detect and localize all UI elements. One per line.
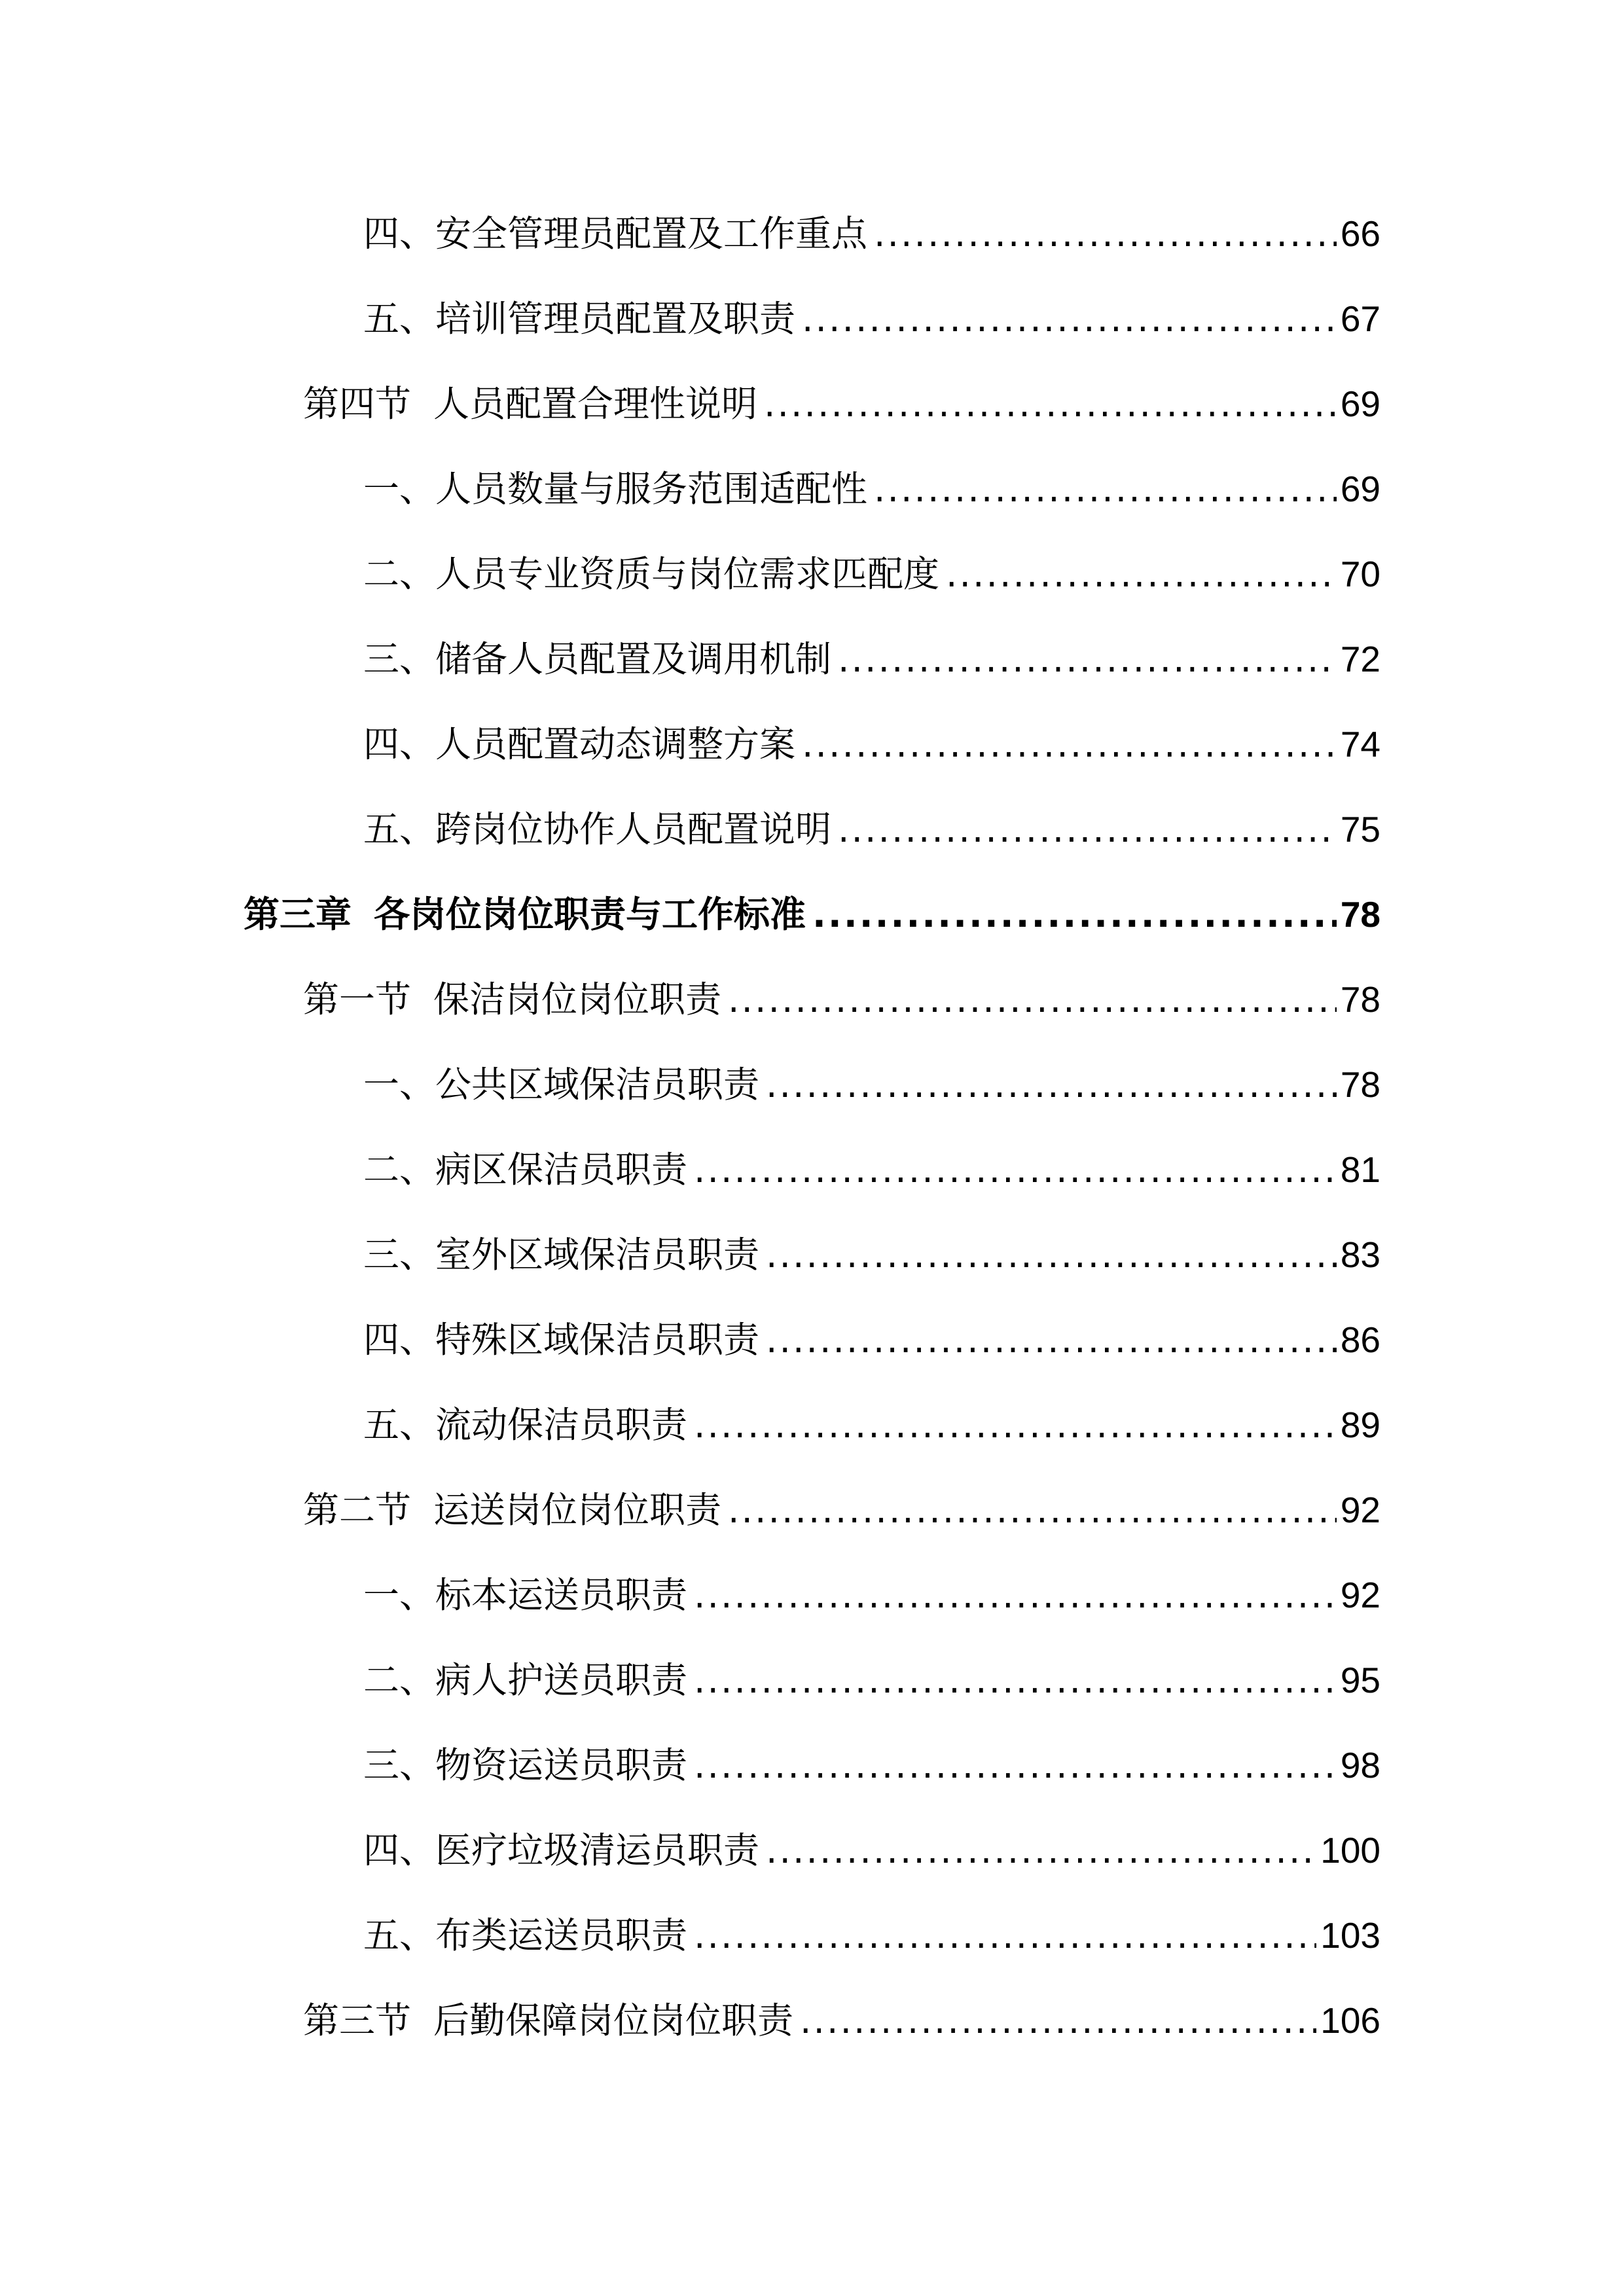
toc-entry-number: 一、 bbox=[363, 468, 436, 510]
toc-page-number: 69 bbox=[1340, 384, 1380, 424]
toc-leader bbox=[838, 797, 1337, 862]
toc-page-number: 98 bbox=[1340, 1745, 1380, 1785]
toc-entry[interactable] bbox=[363, 626, 1380, 692]
toc-leader bbox=[812, 882, 1337, 947]
toc-entry-title: 物资运送员职责 bbox=[435, 1744, 688, 1786]
toc-entry-title: 跨岗位协作人员配置说明 bbox=[435, 808, 832, 850]
toc-entry-number: 第二节 bbox=[303, 1489, 412, 1531]
toc-leader bbox=[766, 1052, 1337, 1117]
toc-leader bbox=[694, 1562, 1337, 1628]
toc-entry-number: 一、 bbox=[363, 1064, 436, 1105]
toc-page-number: 69 bbox=[1340, 469, 1380, 509]
toc-entry-number: 四、 bbox=[363, 723, 436, 765]
toc-entry-number: 第一节 bbox=[303, 978, 412, 1020]
toc-entry[interactable] bbox=[363, 1562, 1380, 1628]
toc-entry-number: 四、 bbox=[363, 213, 436, 255]
toc-entry[interactable] bbox=[363, 1137, 1380, 1202]
toc-entry-title: 特殊区域保洁员职责 bbox=[435, 1319, 760, 1361]
toc-entry-number: 第三章 bbox=[244, 893, 352, 935]
toc-entry-title: 人员数量与服务范围适配性 bbox=[435, 468, 868, 510]
toc-entry-title: 人员配置合理性说明 bbox=[433, 383, 758, 425]
toc-entry-number: 五、 bbox=[363, 808, 436, 850]
toc-page-number: 67 bbox=[1340, 298, 1380, 339]
toc-page-number: 78 bbox=[1340, 894, 1380, 935]
toc-page-number: 86 bbox=[1340, 1319, 1380, 1360]
toc-leader bbox=[766, 1818, 1316, 1883]
toc-page-number: 70 bbox=[1340, 554, 1380, 594]
toc-page-number: 100 bbox=[1320, 1830, 1380, 1871]
toc-entry-title: 公共区域保洁员职责 bbox=[435, 1064, 760, 1105]
toc-page-number: 72 bbox=[1340, 639, 1380, 679]
toc-leader bbox=[694, 1732, 1337, 1798]
toc-entry-title: 后勤保障岗位岗位职责 bbox=[433, 2000, 794, 2041]
toc-page-number: 66 bbox=[1340, 213, 1380, 254]
toc-entry-number: 五、 bbox=[363, 298, 436, 340]
toc-leader bbox=[694, 1903, 1316, 1968]
toc-leader bbox=[838, 626, 1337, 692]
toc-page-number: 74 bbox=[1340, 724, 1380, 764]
toc-leader bbox=[802, 286, 1337, 351]
toc-leader bbox=[694, 1137, 1337, 1202]
toc-entry-title: 标本运送员职责 bbox=[435, 1574, 688, 1616]
toc-entry[interactable] bbox=[363, 456, 1380, 522]
toc-entry-number: 四、 bbox=[363, 1829, 436, 1871]
toc-page-number: 75 bbox=[1340, 809, 1380, 850]
toc-leader bbox=[802, 711, 1337, 777]
toc-entry-number: 三、 bbox=[363, 1234, 436, 1276]
toc-entry-title: 室外区域保洁员职责 bbox=[435, 1234, 760, 1276]
toc-entry-section[interactable] bbox=[303, 1988, 1380, 2053]
toc-entry-number: 二、 bbox=[363, 1149, 436, 1191]
toc-page-number: 81 bbox=[1340, 1149, 1380, 1190]
toc-entry-number: 五、 bbox=[363, 1914, 436, 1956]
toc-entry-number: 二、 bbox=[363, 553, 436, 595]
toc-entry[interactable] bbox=[363, 1392, 1380, 1458]
toc-entry[interactable] bbox=[363, 1732, 1380, 1798]
toc-page-number: 89 bbox=[1340, 1405, 1380, 1445]
toc-entry-title: 人员专业资质与岗位需求匹配度 bbox=[435, 553, 940, 595]
toc-entry-number: 三、 bbox=[363, 1744, 436, 1786]
toc-leader bbox=[946, 541, 1337, 607]
toc-page-number: 78 bbox=[1340, 1064, 1380, 1105]
toc-leader bbox=[766, 1222, 1337, 1287]
toc-entry-title: 安全管理员配置及工作重点 bbox=[435, 213, 868, 255]
toc-page-number: 92 bbox=[1340, 1490, 1380, 1530]
toc-entry-title: 保洁岗位岗位职责 bbox=[433, 978, 722, 1020]
toc-leader bbox=[874, 201, 1337, 266]
toc-page-number: 103 bbox=[1320, 1915, 1380, 1956]
toc-leader bbox=[874, 456, 1337, 522]
toc-entry-number: 第三节 bbox=[303, 2000, 412, 2041]
toc-entry-section[interactable] bbox=[303, 371, 1380, 437]
toc-entry-number: 五、 bbox=[363, 1404, 436, 1446]
toc-leader bbox=[800, 1988, 1316, 2053]
toc-entry[interactable] bbox=[363, 1818, 1380, 1883]
toc-entry-number: 第四节 bbox=[303, 383, 412, 425]
toc-entry-title: 各岗位岗位职责与工作标准 bbox=[374, 893, 806, 935]
toc-page-number: 106 bbox=[1320, 2000, 1380, 2041]
toc-entry-title: 布类运送员职责 bbox=[435, 1914, 688, 1956]
toc-leader bbox=[694, 1647, 1337, 1713]
toc-entry-number: 四、 bbox=[363, 1319, 436, 1361]
toc-entry-title: 培训管理员配置及职责 bbox=[435, 298, 796, 340]
toc-entry-number: 一、 bbox=[363, 1574, 436, 1616]
toc-entry-number: 三、 bbox=[363, 638, 436, 680]
toc-leader bbox=[728, 1477, 1337, 1543]
toc-leader bbox=[764, 371, 1337, 437]
toc-entry-title: 医疗垃圾清运员职责 bbox=[435, 1829, 760, 1871]
toc-entry-title: 人员配置动态调整方案 bbox=[435, 723, 796, 765]
toc-entry-section[interactable] bbox=[303, 1477, 1380, 1543]
toc-entry[interactable] bbox=[363, 797, 1380, 862]
toc-entry[interactable] bbox=[363, 286, 1380, 351]
toc-page-number: 83 bbox=[1340, 1234, 1380, 1275]
toc-entry[interactable] bbox=[363, 1903, 1380, 1968]
toc-page-number: 78 bbox=[1340, 979, 1380, 1020]
toc-entry-section[interactable] bbox=[303, 967, 1380, 1032]
toc-entry-title: 储备人员配置及调用机制 bbox=[435, 638, 832, 680]
toc-entry[interactable] bbox=[363, 1222, 1380, 1287]
toc-entry[interactable] bbox=[363, 1052, 1380, 1117]
toc-page-number: 95 bbox=[1340, 1660, 1380, 1700]
toc-entry[interactable] bbox=[363, 1307, 1380, 1372]
toc-entry[interactable] bbox=[363, 711, 1380, 777]
toc-entry-chapter[interactable] bbox=[244, 882, 1380, 947]
toc-entry-title: 病人护送员职责 bbox=[435, 1659, 688, 1701]
toc-entry[interactable] bbox=[363, 541, 1380, 607]
toc-entry-number: 二、 bbox=[363, 1659, 436, 1701]
toc-entry-title: 流动保洁员职责 bbox=[435, 1404, 688, 1446]
toc-leader bbox=[728, 967, 1337, 1032]
toc-leader bbox=[766, 1307, 1337, 1372]
toc-leader bbox=[694, 1392, 1337, 1458]
toc-page-number: 92 bbox=[1340, 1575, 1380, 1615]
toc-entry-title: 病区保洁员职责 bbox=[435, 1149, 688, 1191]
toc-entry[interactable] bbox=[363, 201, 1380, 266]
toc-entry-title: 运送岗位岗位职责 bbox=[433, 1489, 722, 1531]
toc-entry[interactable] bbox=[363, 1647, 1380, 1713]
